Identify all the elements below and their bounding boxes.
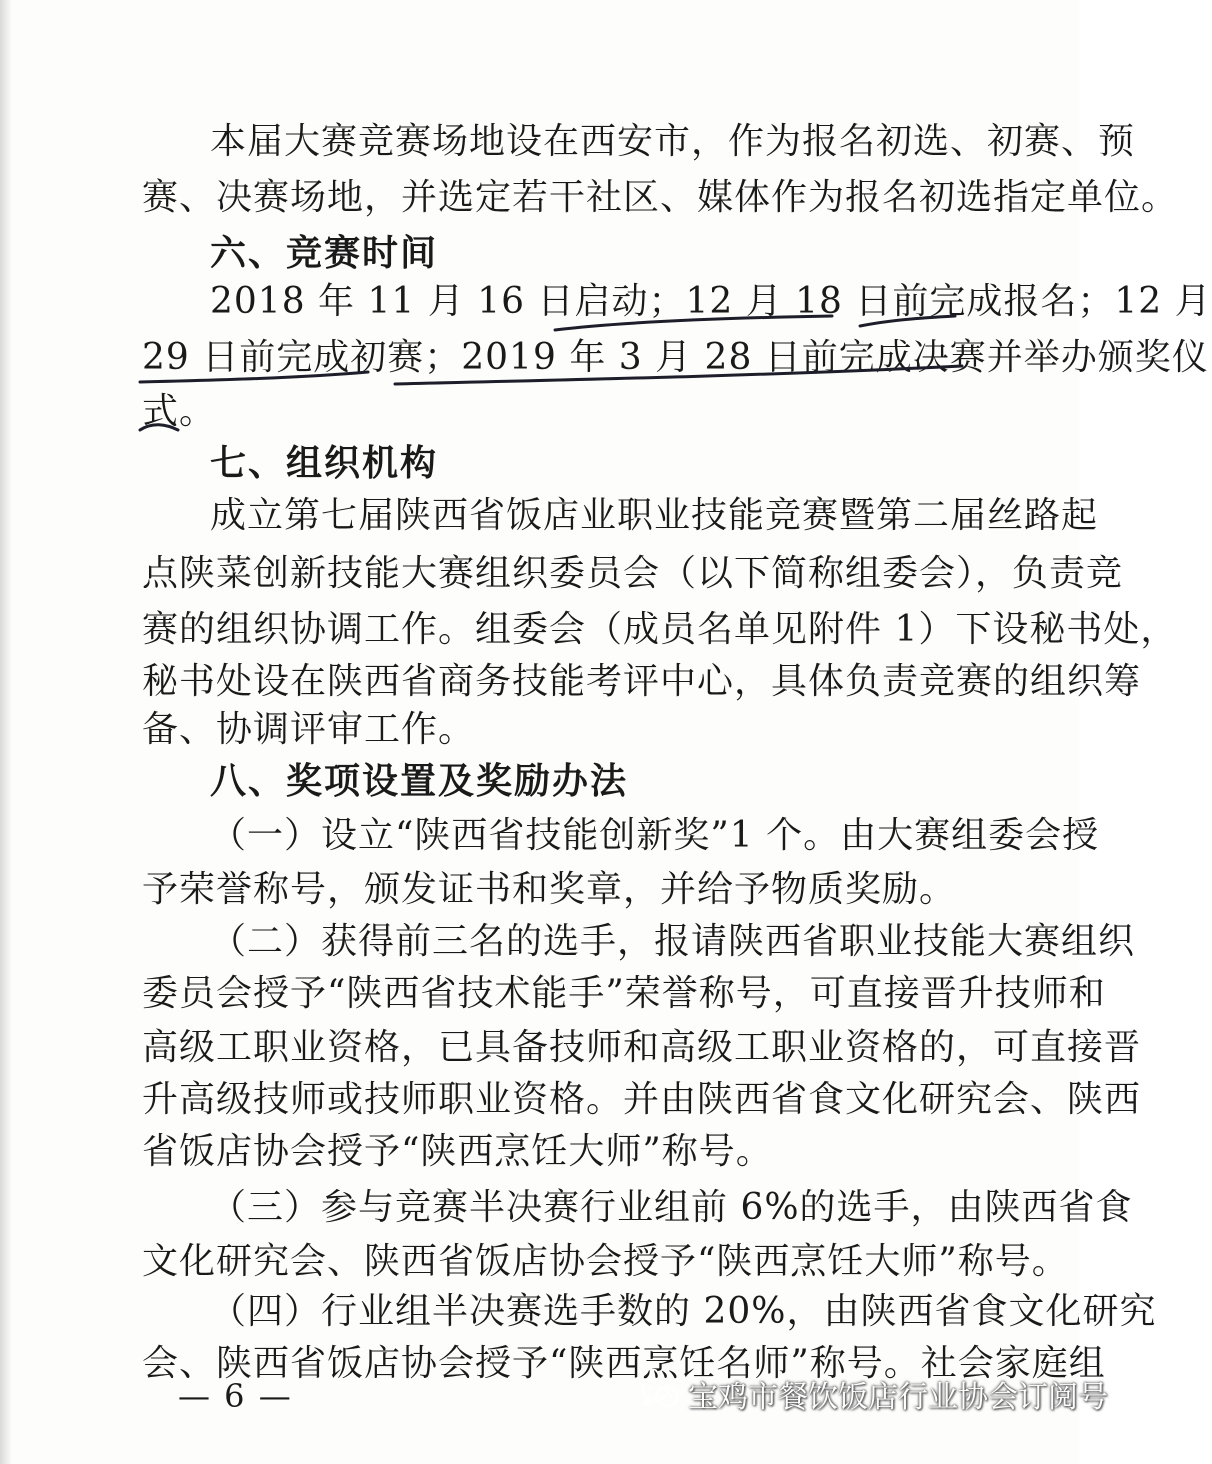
paragraph-line: （一）设立“陕西省技能创新奖”1 个。由大赛组委会授 bbox=[210, 815, 1100, 856]
section-heading-organization: 七、组织机构 bbox=[210, 443, 439, 484]
scan-edge-shadow bbox=[0, 0, 12, 1464]
paragraph-line: 29 日前完成初赛；2019 年 3 月 28 日前完成决赛并举办颁奖仪 bbox=[142, 337, 1209, 378]
paragraph-line: 秘书处设在陕西省商务技能考评中心，具体负责竞赛的组织筹 bbox=[142, 661, 1142, 702]
paragraph-line: 式。 bbox=[142, 391, 217, 432]
paragraph-line: 赛的组织协调工作。组委会（成员名单见附件 1）下设秘书处， bbox=[142, 609, 1178, 650]
watermark-text: 宝鸡市餐饮饭店行业协会订阅号 bbox=[688, 1380, 1108, 1415]
paragraph-line: 委员会授予“陕西省技术能手”荣誉称号，可直接晋升技师和 bbox=[142, 973, 1106, 1014]
paragraph-line: 予荣誉称号，颁发证书和奖章，并给予物质奖励。 bbox=[142, 869, 957, 910]
paragraph-line: 2018 年 11 月 16 日启动；12 月 18 日前完成报名；12 月 bbox=[210, 281, 1212, 322]
paragraph-line: 点陕菜创新技能大赛组织委员会（以下简称组委会），负责竞 bbox=[142, 553, 1124, 594]
paragraph-line: （三）参与竞赛半决赛行业组前 6%的选手，由陕西省食 bbox=[210, 1187, 1133, 1228]
paragraph-line: 省饭店协会授予“陕西烹饪大师”称号。 bbox=[142, 1131, 773, 1172]
watermark bbox=[640, 1372, 1108, 1416]
paragraph-line: 高级工职业资格，已具备技师和高级工职业资格的，可直接晋 bbox=[142, 1027, 1142, 1068]
wechat-icon bbox=[640, 1377, 680, 1411]
paragraph-line: 会、陕西省饭店协会授予“陕西烹饪名师”称号。社会家庭组 bbox=[142, 1343, 1106, 1384]
paragraph-line: 文化研究会、陕西省饭店协会授予“陕西烹饪大师”称号。 bbox=[142, 1241, 1069, 1282]
paragraph-line: 赛、决赛场地，并选定若干社区、媒体作为报名初选指定单位。 bbox=[142, 177, 1179, 218]
section-heading-awards: 八、奖项设置及奖励办法 bbox=[210, 761, 629, 802]
paragraph-line: 升高级技师或技师职业资格。并由陕西省食文化研究会、陕西 bbox=[142, 1079, 1142, 1120]
paragraph-line: （二）获得前三名的选手，报请陕西省职业技能大赛组织 bbox=[210, 921, 1136, 962]
section-heading-competition-time: 六、竞赛时间 bbox=[210, 233, 439, 274]
paragraph-line: 成立第七届陕西省饭店业职业技能竞赛暨第二届丝路起 bbox=[210, 495, 1099, 536]
page-number: — 6 — bbox=[178, 1377, 293, 1415]
paragraph-line: 本届大赛竞赛场地设在西安市，作为报名初选、初赛、预 bbox=[210, 121, 1136, 162]
paragraph-line: 备、协调评审工作。 bbox=[142, 709, 476, 750]
paragraph-line: （四）行业组半决赛选手数的 20%，由陕西省食文化研究 bbox=[210, 1291, 1157, 1332]
